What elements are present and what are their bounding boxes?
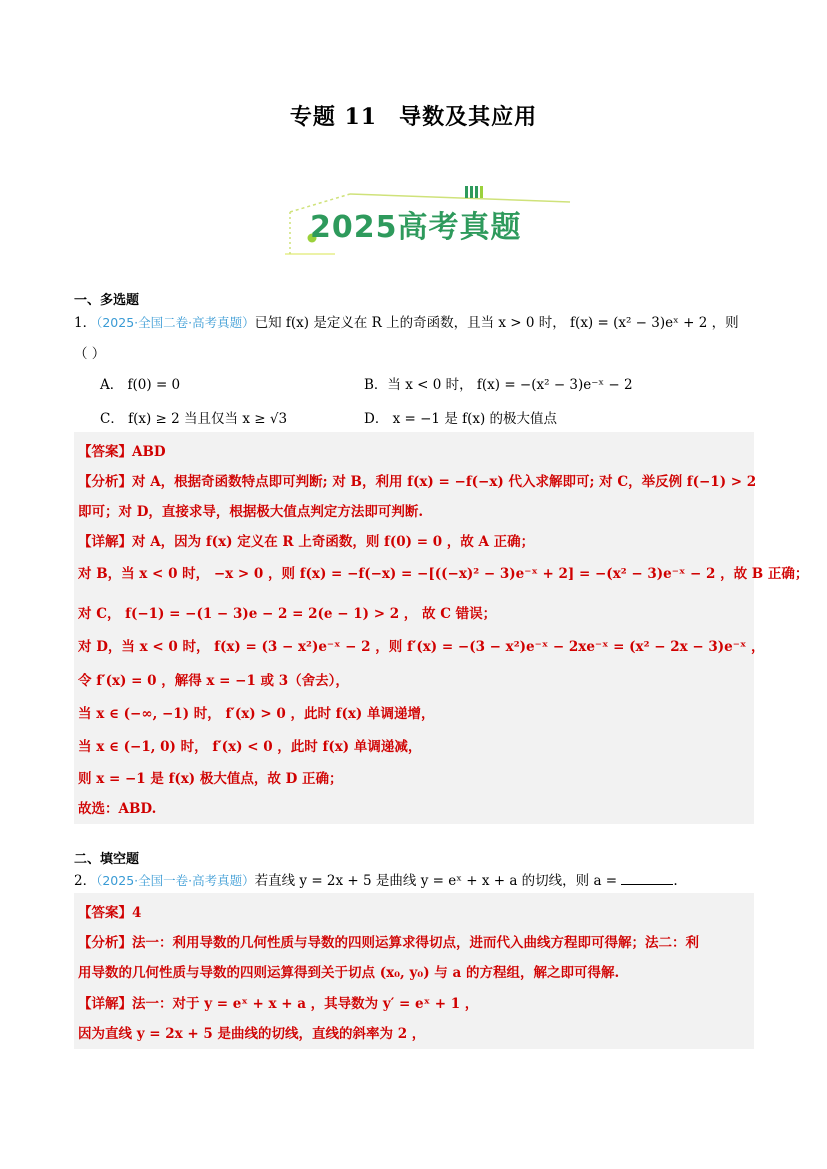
detail-1-line-9: 故选：ABD. (78, 801, 157, 817)
question-1-paren: （ ） (74, 346, 106, 362)
exam-banner (270, 180, 580, 260)
solution-box-2 (74, 893, 754, 1049)
detail-1-line-5: 令 f′(x) = 0 ，解得 x = −1 或 3（舍去）， (78, 673, 349, 689)
detail-1-line-3: 对 C， f(−1) = −(1 − 3)e − 2 = 2(e − 1) > 2 ， 故 C 错误； (78, 606, 497, 622)
detail-1-line-8: 则 x = −1 是 f(x) 极大值点，故 D 正确； (78, 771, 343, 787)
section-heading-multiple-choice: 一、多选题 (74, 293, 140, 308)
answer-1: 【答案】ABD (78, 444, 166, 460)
answer-2: 【答案】4 (78, 905, 142, 921)
banner-title: 2025高考真题 (310, 210, 522, 245)
detail-2-line-2: 因为直线 y = 2x + 5 是曲线的切线，直线的斜率为 2 ， (78, 1026, 426, 1042)
detail-1-line-6: 当 x ∈ (−∞, −1) 时， f′(x) > 0 ，此时 f(x) 单调递增， (78, 706, 435, 722)
option-d: D． x = −1 是 f(x) 的极大值点 (364, 411, 558, 427)
analysis-1-line-2: 即可；对 D，直接求导，根据极大值点判定方法即可判断. (78, 504, 424, 520)
detail-1-line-2: 对 B，当 x < 0 时， −x > 0 ，则 f(x) = −f(−x) = −[((−x)² − 3)e⁻ˣ + 2] = −(x² − 3)e⁻ˣ − 2 ，故 B 正确； (78, 566, 809, 582)
detail-2-line-1: 【详解】法一：对于 y = eˣ + x + a ，其导数为 y′ = eˣ + 1 ， (78, 996, 479, 1012)
option-c: C． f(x) ≥ 2 当且仅当 x ≥ √3 (100, 411, 288, 427)
solution-box-1 (74, 432, 809, 824)
detail-1-line-7: 当 x ∈ (−1, 0) 时， f′(x) < 0 ，此时 f(x) 单调递减， (78, 739, 422, 755)
page-title: 专题 11 导数及其应用 (289, 104, 538, 130)
detail-1-line-4: 对 D，当 x < 0 时， f(x) = (3 − x²)e⁻ˣ − 2 ，则 f′(x) = −(3 − x²)e⁻ˣ − 2xe⁻ˣ = (x² − 2x − 3)e⁻ˣ ， (78, 639, 765, 655)
detail-1-line-1: 【详解】对 A，因为 f(x) 定义在 R 上奇函数，则 f(0) = 0 ，故 A 正确； (78, 534, 535, 550)
analysis-2-line-1: 【分析】法一：利用导数的几何性质与导数的四则运算求得切点，进而代入曲线方程即可得解；法二：利 (78, 935, 699, 951)
question-1-stem: 1．（2025·全国二卷·高考真题）已知 f(x) 是定义在 R 上的奇函数，且当 x > 0 时， f(x) = (x² − 3)eˣ + 2 ，则 (74, 315, 739, 331)
analysis-1-line-1: 【分析】对 A，根据奇函数特点即可判断; 对 B，利用 f(x) = −f(−x) 代入求解即可; 对 C，举反例 f(−1) > 2 (78, 474, 757, 490)
analysis-2-line-2: 用导数的几何性质与导数的四则运算得到关于切点 (x₀, y₀) 与 a 的方程组，解之即可得解. (78, 965, 620, 981)
question-2-stem: 2．（2025·全国一卷·高考真题）若直线 y = 2x + 5 是曲线 y = eˣ + x + a 的切线，则 a = . (74, 873, 678, 889)
option-b: B．当 x < 0 时， f(x) = −(x² − 3)e⁻ˣ − 2 (364, 377, 633, 393)
section-heading-fill-blank: 二、填空题 (74, 852, 140, 867)
option-a: A． f(0) = 0 (100, 377, 181, 393)
answer-blank (621, 872, 673, 885)
